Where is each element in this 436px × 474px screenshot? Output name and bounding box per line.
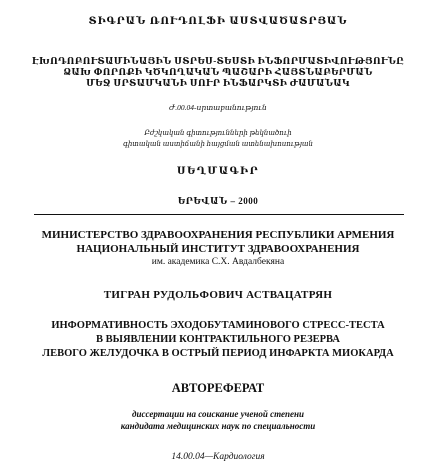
armenian-degree-line-1: Բժշկական գիտությունների թեկնածուի — [144, 129, 292, 137]
armenian-city-year: ԵՐԵՎԱՆ – 2000 — [177, 196, 259, 206]
armenian-code-line: Ժ.00.04-սրտաբանություն — [169, 103, 267, 112]
russian-ministry-line-1: МИНИСТЕРСТВО ЗДРАВООХРАНЕНИЯ РЕСПУБЛИКИ АРМЕНИЯ — [41, 229, 395, 241]
section-divider — [34, 214, 404, 215]
armenian-title-line-1: ԷԽՈԴՈԲՈՒՏԱՄԻՆԱՅԻՆ ՍՏՐԵՍ-ՏԵՍՏԻ ԻՆՖՈՐՄԱՏԻՎՈՒԹՅՈՒՆԸ — [32, 56, 404, 66]
russian-document-type: АВТОРЕФЕРАТ — [171, 381, 265, 395]
russian-ministry-line-2: НАЦИОНАЛЬНЫЙ ИНСТИТУТ ЗДРАВООХРАНЕНИЯ — [76, 243, 360, 255]
russian-dissertation-line-2: кандидата медицинских наук по специальности — [120, 421, 316, 431]
russian-specialty: 14.00.04—Кардиология — [171, 452, 265, 462]
russian-title-line-2: В ВЫЯВЛЕНИИ КОНТРАКТИЛЬНОГО РЕЗЕРВА — [96, 334, 340, 345]
russian-title-line-3: ЛЕВОГО ЖЕЛУДОЧКА В ОСТРЫЙ ПЕРИОД ИНФАРКТА МИОКАРДА — [42, 348, 394, 359]
armenian-author-name: ՏԻԳՐԱՆ ՌՈՒԴՈԼՖԻ ԱՍՏՎԱԾԱՏՐՅԱՆ — [88, 16, 348, 27]
armenian-title-line-2: ՁԱԽ ՓՈՐՈՔԻ ԿԾԿՈՂԱԿԱՆ ՊԱՇԱՐԻ ՀԱՅՏՆԱԲԵՐՄԱՆ — [63, 67, 373, 77]
russian-author-name: ТИГРАН РУДОЛЬФОВИЧ АСТВАЦАТРЯН — [103, 289, 333, 301]
russian-dissertation-line-1: диссертации на соискание ученой степени — [132, 409, 304, 419]
russian-title-line-1: ИНФОРМАТИВНОСТЬ ЭХОДОБУТАМИНОВОГО СТРЕСС-ТЕСТА — [51, 320, 385, 331]
russian-academician: им. академика С.Х. Авдалбекяна — [151, 257, 285, 267]
armenian-degree-line-2: գիտական աստիճանի հայցման ատենախոսության — [123, 140, 313, 148]
armenian-document-type: ՍԵՂՄԱԳԻՐ — [176, 166, 260, 177]
armenian-title-line-3: ՄԵՋ ՍՐՏԱՄԿԱՆԻ ՍՈՒՐ ԻՆՖԱՐԿՏԻ ԺԱՄԱՆԱԿ — [86, 78, 350, 88]
